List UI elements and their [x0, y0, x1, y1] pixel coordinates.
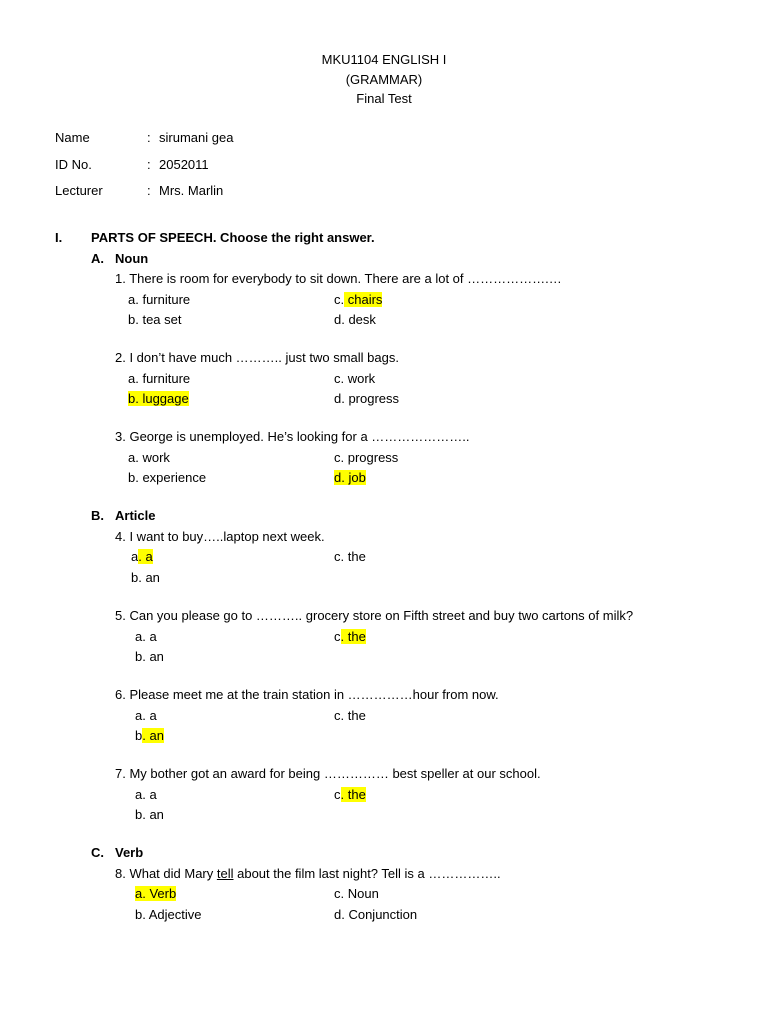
q6-option-a: a. a [135, 708, 157, 723]
q8-text-pre: 8. What did Mary [115, 866, 217, 881]
q7-option-b: b. an [135, 807, 164, 822]
question-2: 2. I don’t have much ……….. just two small bags. [115, 350, 399, 365]
q3-option-d-text: job [344, 470, 366, 485]
q2-answer-highlight: b. luggage [128, 391, 189, 406]
part-b-title: Article [115, 508, 156, 523]
question-7: 7. My bother got an award for being …………… best speller at our school. [115, 766, 541, 781]
course-subtitle: (GRAMMAR) [345, 72, 423, 87]
question-3: 3. George is unemployed. He’s looking for a ………………….. [115, 429, 470, 444]
q6-option-b [135, 728, 164, 744]
q5-option-b: b. an [135, 649, 164, 664]
q4-option-c: c. the [334, 549, 366, 564]
q1-option-c [334, 292, 382, 308]
q8-answer-highlight: a. Verb [135, 886, 177, 901]
lecturer-colon: : [147, 183, 151, 198]
q2-option-d: d. progress [334, 391, 400, 406]
q8-option-b: b. Adjective [135, 907, 202, 922]
q7-option-a: a. a [135, 787, 157, 802]
q7-option-c-prefix: c [334, 787, 341, 802]
part-c-title: Verb [115, 845, 144, 860]
part-a-title: Noun [115, 251, 149, 266]
q1-option-c-prefix: c. [334, 292, 345, 307]
q3-option-a: a. work [128, 450, 170, 465]
lecturer-label: Lecturer [55, 183, 103, 198]
q2-option-a: a. furniture [128, 371, 191, 386]
q4-option-a [131, 549, 153, 565]
q1-option-a: a. furniture [128, 292, 191, 307]
q3-option-b: b. experience [128, 470, 207, 485]
question-5: 5. Can you please go to ……….. grocery store on Fifth street and buy two cartons of milk? [115, 608, 634, 623]
q6-option-c: c. the [334, 708, 366, 723]
part-b-letter: B. [91, 508, 104, 523]
q6-option-b-prefix: b [135, 728, 143, 743]
q7-answer-highlight: . the [340, 787, 366, 802]
q5-option-c [334, 629, 366, 645]
q8-option-d: d. Conjunction [334, 907, 418, 922]
q1-answer-highlight: chairs [344, 292, 383, 307]
section-title: PARTS OF SPEECH. Choose the right answer. [91, 230, 375, 245]
id-label: ID No. [55, 157, 92, 172]
q3-option-d [334, 470, 366, 486]
q4-option-a-prefix: a [131, 549, 139, 564]
part-a-letter: A. [91, 251, 104, 266]
part-c-letter: C. [91, 845, 104, 860]
question-6: 6. Please meet me at the train station in ……………hour from now. [115, 687, 499, 702]
name-colon: : [147, 130, 151, 145]
q6-answer-highlight: . an [142, 728, 164, 743]
course-title: MKU1104 ENGLISH I [321, 52, 447, 67]
q8-underlined-word: tell [216, 866, 234, 881]
id-value: 2052011 [159, 157, 209, 172]
name-label: Name [55, 130, 90, 145]
q5-option-c-prefix: c [334, 629, 341, 644]
q8-text-post: about the film last night? Tell is a …………….. [233, 866, 501, 881]
q3-option-c: c. progress [334, 450, 399, 465]
question-1: 1. There is room for everybody to sit down. There are a lot of ……………….… [115, 271, 562, 286]
name-value: sirumani gea [159, 130, 234, 145]
q1-option-b: b. tea set [128, 312, 182, 327]
lecturer-value: Mrs. Marlin [159, 183, 224, 198]
q3-option-d-prefix: d. [334, 470, 345, 485]
q2-option-b [128, 391, 189, 407]
q8-option-a [135, 886, 176, 902]
section-numeral: I. [55, 230, 63, 245]
q5-option-a: a. a [135, 629, 157, 644]
question-8 [115, 866, 501, 882]
q8-option-c: c. Noun [334, 886, 379, 901]
q4-answer-highlight: . a [138, 549, 153, 564]
test-title: Final Test [356, 91, 412, 106]
q5-answer-highlight: . the [340, 629, 366, 644]
question-4: 4. I want to buy…..laptop next week. [115, 529, 325, 544]
id-colon: : [147, 157, 151, 172]
q1-option-d: d. desk [334, 312, 376, 327]
q7-option-c [334, 787, 366, 803]
q3-answer-highlight [334, 470, 366, 485]
q4-option-b: b. an [131, 570, 160, 585]
q2-option-c: c. work [334, 371, 376, 386]
